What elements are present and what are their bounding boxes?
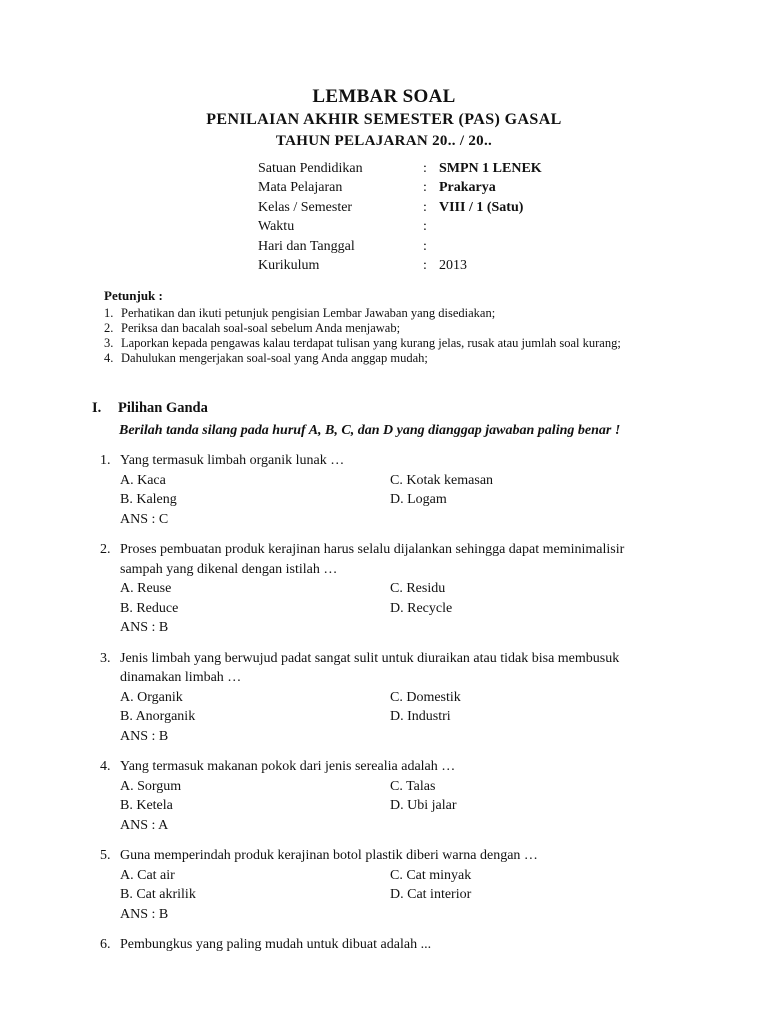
info-colon: : [423,180,427,196]
option-row [100,707,660,727]
info-value: 2013 [439,258,467,274]
info-row [258,237,542,257]
info-label: Kelas / Semester [258,199,353,215]
info-row [258,198,542,218]
answer-option: A. Organik [120,689,183,705]
answer-option: B. Reduce [120,600,179,616]
section-heading [92,400,208,417]
question-item [100,451,660,529]
info-colon: : [423,160,427,176]
option-row [100,796,660,816]
instruction-number: 4. [104,351,114,365]
question-text: Yang termasuk limbah organik lunak … [120,453,345,468]
answer-option: D. Logam [390,492,447,507]
question-stem [100,451,660,471]
question-item [100,757,660,835]
answer-option: C. Residu [390,581,446,596]
question-text: Proses pembuatan produk kerajinan harus selalu dijalankan sehingga dapat meminimalisir sampah yang dikenal dengan istilah … [120,542,625,577]
info-value: SMPN 1 LENEK [439,160,542,176]
answer-key: ANS : B [120,620,169,635]
instruction-number: 2. [104,321,114,335]
question-item [100,935,660,955]
instruction-number: 1. [104,306,114,320]
info-colon: : [423,258,427,274]
instruction-text: Perhatikan dan ikuti petunjuk pengisian Lembar Jawaban yang disediakan; [121,306,496,320]
question-item [100,649,660,747]
answer-key: ANS : A [120,817,169,833]
info-table [258,159,542,276]
info-value: Prakarya [439,180,496,196]
answer-option: B. Kaleng [120,492,177,507]
question-text: Jenis limbah yang berwujud padat sangat sulit untuk diuraikan atau tidak bisa membusuk dinamakan limbah … [120,650,620,685]
page-title: LEMBAR SOAL [312,86,456,107]
section-number: I. [92,400,102,416]
option-row [100,688,660,708]
info-colon: : [423,238,427,254]
answer-option: D. Cat interior [390,887,472,902]
option-row [100,579,660,599]
answer-option: D. Recycle [390,600,453,616]
instruction-text: Dahulukan mengerjakan soal-soal yang Anda anggap mudah; [121,351,428,365]
question-item [100,846,660,924]
academic-year: TAHUN PELAJARAN 20.. / 20.. [275,133,493,149]
answer-option: C. Talas [390,778,436,794]
instruction-item [104,306,664,320]
instructions-title: Petunjuk : [104,288,163,303]
instructions-block [104,289,664,366]
question-text: Pembungkus yang paling mudah untuk dibuat adalah ... [120,937,432,952]
answer-option: A. Cat air [120,867,175,883]
instruction-item [104,351,664,365]
option-row [100,885,660,905]
info-colon: : [423,199,427,215]
answer-option: B. Anorganik [120,709,196,724]
answer-option: B. Ketela [120,798,173,813]
instructions-list [104,306,664,365]
question-number: 3. [100,650,111,666]
answer-option: C. Domestik [390,689,461,705]
instruction-text: Periksa dan bacalah soal-soal sebelum Anda menjawab; [121,321,401,335]
info-row [258,159,542,179]
answer-key: ANS : C [120,511,169,527]
answer-option: C. Kotak kemasan [390,472,494,488]
instruction-item [104,336,664,350]
question-number: 2. [100,542,111,557]
question-number: 1. [100,453,111,468]
answer-key: ANS : B [120,728,169,744]
info-label: Mata Pelajaran [258,180,343,196]
info-row [258,218,542,238]
option-row [100,777,660,797]
question-stem [100,649,660,688]
exam-subtitle: PENILAIAN AKHIR SEMESTER (PAS) GASAL [206,111,562,128]
question-number: 5. [100,848,111,863]
instruction-text: Laporkan kepada pengawas kalau terdapat tulisan yang kurang jelas, rusak atau jumlah soal kurang; [121,336,621,350]
option-row [100,599,660,619]
question-item [100,540,660,638]
answer-option: B. Cat akrilik [120,887,196,902]
option-row [100,471,660,491]
question-list [100,451,660,966]
answer-option: A. Sorgum [120,778,182,794]
option-row [100,866,660,886]
answer-key: ANS : B [120,906,169,922]
answer-option: A. Reuse [120,581,172,596]
section-instruction: Berilah tanda silang pada huruf A, B, C, dan D yang dianggap jawaban paling benar ! [119,423,621,438]
info-label: Hari dan Tanggal [258,238,355,254]
question-number: 6. [100,937,111,952]
info-label: Kurikulum [258,258,320,274]
question-stem [100,540,660,579]
question-stem [100,935,660,955]
question-stem [100,757,660,777]
question-text: Yang termasuk makanan pokok dari jenis serealia adalah … [120,759,456,774]
instruction-number: 3. [104,336,114,350]
info-label: Satuan Pendidikan [258,160,363,176]
instruction-item [104,321,664,335]
question-stem [100,846,660,866]
info-label: Waktu [258,219,295,235]
info-row [258,257,542,277]
info-row [258,179,542,199]
answer-option: A. Kaca [120,472,166,488]
info-colon: : [423,219,427,235]
question-number: 4. [100,759,111,774]
option-row [100,490,660,510]
answer-option: C. Cat minyak [390,867,472,883]
question-text: Guna memperindah produk kerajinan botol plastik diberi warna dengan … [120,848,538,863]
answer-option: D. Ubi jalar [390,798,457,813]
info-value: VIII / 1 (Satu) [439,199,524,215]
section-title: Pilihan Ganda [118,400,208,416]
answer-option: D. Industri [390,709,451,724]
